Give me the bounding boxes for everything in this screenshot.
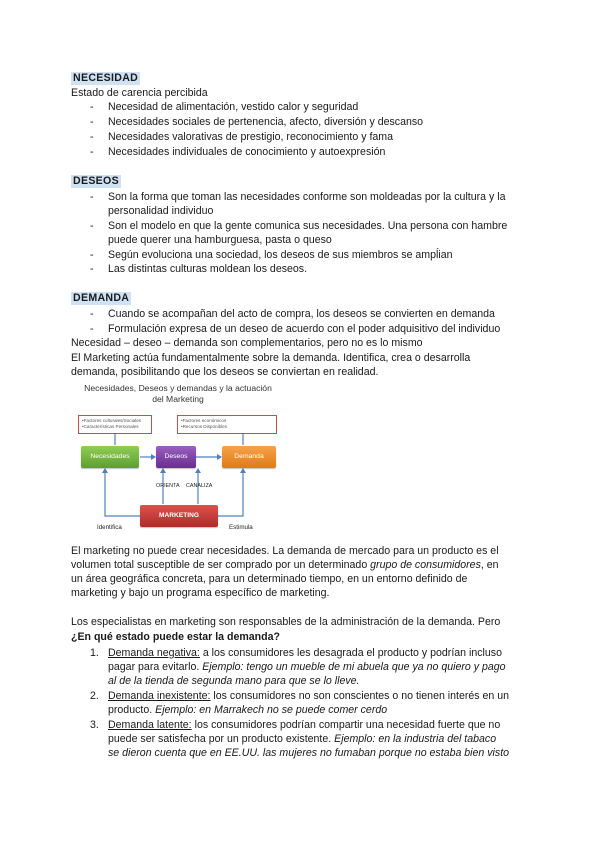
list-number: 2.: [90, 690, 99, 702]
node-demanda: Demanda: [222, 446, 276, 468]
bullet-dash: -: [90, 323, 94, 335]
deseos-item: Las distintas culturas moldean los deseos.: [108, 263, 308, 275]
node-deseos: Deseos: [156, 446, 196, 468]
demanda-line: demanda, posibilitando que los deseos se conviertan en realidad.: [71, 366, 379, 378]
estado-example: Ejemplo: en la industria del tabaco: [334, 733, 497, 745]
bullet-dash: -: [90, 263, 94, 275]
estado-item: Demanda latente: los consumidores podrían compartir una necesidad fuerte que no: [108, 719, 501, 731]
factor-item: •Factores económicos: [181, 418, 227, 423]
necesidad-item: Necesidades sociales de pertenencia, afecto, diversión y descanso: [108, 116, 424, 128]
estado-example: Ejemplo: tengo un mueble de mi abuela que ya no quiero y pago: [202, 661, 506, 673]
heading-deseos: DESEOS: [73, 175, 119, 187]
estado-term: Demanda latente:: [108, 719, 192, 731]
arrowhead: [195, 468, 201, 473]
demanda-line: El Marketing actúa fundamentalmente sobre la demanda. Identifica, crea o desarrolla: [71, 352, 471, 364]
label-identifica: Identifica: [97, 524, 122, 531]
estado-item-cont: pagar para evitarlo. Ejemplo: tengo un mueble de mi abuela que ya no quiero y pago: [108, 661, 506, 673]
estado-item: Demanda inexistente: los consumidores no son conscientes o no tienen interés en un: [108, 690, 510, 702]
heading-demanda: DEMANDA: [73, 292, 130, 304]
estado-term: Demanda negativa:: [108, 647, 200, 659]
estado-example-cont: se dieron cuenta que en EE.UU. las mujeres no fumaban porque no estaba bien visto: [108, 747, 510, 759]
factor-item: •Recursos Disponibles: [181, 424, 228, 429]
deseos-item-cont: personalidad individuo: [108, 205, 214, 217]
factor-item: •Características Personales: [82, 424, 139, 429]
deseos-item: Son la forma que toman las necesidades conforme son moldeadas por la cultura y la: [108, 191, 506, 203]
arrowhead: [102, 468, 108, 473]
demanda-item: Formulación expresa de un deseo de acuerdo con el poder adquisitivo del individuo: [108, 323, 501, 335]
estado-term: Demanda inexistente:: [108, 690, 211, 702]
deseos-item-cont: puede querer una hamburguesa, pasta o queso: [108, 234, 332, 246]
factor-item: •Factores culturales/Sociales: [82, 418, 142, 423]
node-marketing: MARKETING: [140, 505, 218, 527]
arrowhead: [160, 468, 166, 473]
arrow-identifica: [105, 473, 140, 516]
bullet-dash: -: [90, 308, 94, 320]
demanda-line: Necesidad – deseo – demanda son complementarios, pero no es lo mismo: [71, 337, 423, 349]
estado-item-cont: puede ser satisfecha por un producto existente. Ejemplo: en la industria del tabaco: [108, 733, 497, 745]
bullet-dash: -: [90, 101, 94, 113]
label-estimula: Estimula: [229, 524, 253, 531]
estado-item: Demanda negativa: a los consumidores les desagrada el producto y podrían incluso: [108, 647, 502, 659]
list-number: 3.: [90, 719, 99, 731]
paragraph-line: El marketing no puede crear necesidades. La demanda de mercado para un producto es el: [71, 545, 499, 557]
estado-example: Ejemplo: en Marrakech no se puede comer cerdo: [155, 704, 388, 716]
paragraph-line: marketing y bajo un programa específico de marketing.: [71, 587, 330, 599]
bullet-dash: -: [90, 249, 94, 261]
list-number: 1.: [90, 647, 99, 659]
label-canaliza: CANALIZA: [186, 483, 213, 489]
necesidad-item: Necesidades valorativas de prestigio, reconocimiento y fama: [108, 131, 393, 143]
paragraph-line: Los especialistas en marketing son responsables de la administración de la demanda. Pero: [71, 616, 501, 628]
bullet-dash: -: [90, 220, 94, 232]
grupo-consumidores-term: grupo de consumidores: [370, 559, 481, 571]
arrow-estimula: [218, 473, 243, 516]
marketing-diagram: [73, 381, 283, 534]
diagram-title-cont: del Marketing: [152, 394, 204, 404]
necesidad-item: Necesidades individuales de conocimiento y autoexpresión: [108, 146, 386, 158]
necesidad-definition: Estado de carencia percibida: [71, 87, 208, 99]
estado-example-cont: al de la tienda de segunda mano para que se lo lleve.: [108, 675, 360, 687]
demanda-item: Cuando se acompañan del acto de compra, los deseos se convierten en demanda: [108, 308, 495, 320]
paragraph-line: volumen total susceptible de ser comprado por un determinado grupo de consumidores, en: [71, 559, 499, 571]
necesidad-item: Necesidad de alimentación, vestido calor y seguridad: [108, 101, 359, 113]
node-necesidades: Necesidades: [81, 446, 139, 468]
diagram-title: Necesidades, Deseos y demandas y la actuación: [84, 383, 272, 393]
question-line: ¿En qué estado puede estar la demanda?: [71, 631, 280, 643]
heading-necesidad: NECESIDAD: [73, 72, 139, 84]
bullet-dash: -: [90, 146, 94, 158]
deseos-item: Según evoluciona una sociedad, los deseos de sus miembros se ampĺian: [108, 249, 453, 261]
arrowhead: [240, 468, 246, 473]
deseos-item: Son el modelo en que la gente comunica sus necesidades. Una persona con hambre: [108, 220, 508, 232]
bullet-dash: -: [90, 191, 94, 203]
paragraph-line: un área geográfica concreta, para un determinado tiempo, en un entorno definido de: [71, 573, 468, 585]
estado-item-cont: producto. Ejemplo: en Marrakech no se puede comer cerdo: [108, 704, 388, 716]
bullet-dash: -: [90, 131, 94, 143]
bullet-dash: -: [90, 116, 94, 128]
label-orienta: ORIENTA: [156, 483, 180, 489]
